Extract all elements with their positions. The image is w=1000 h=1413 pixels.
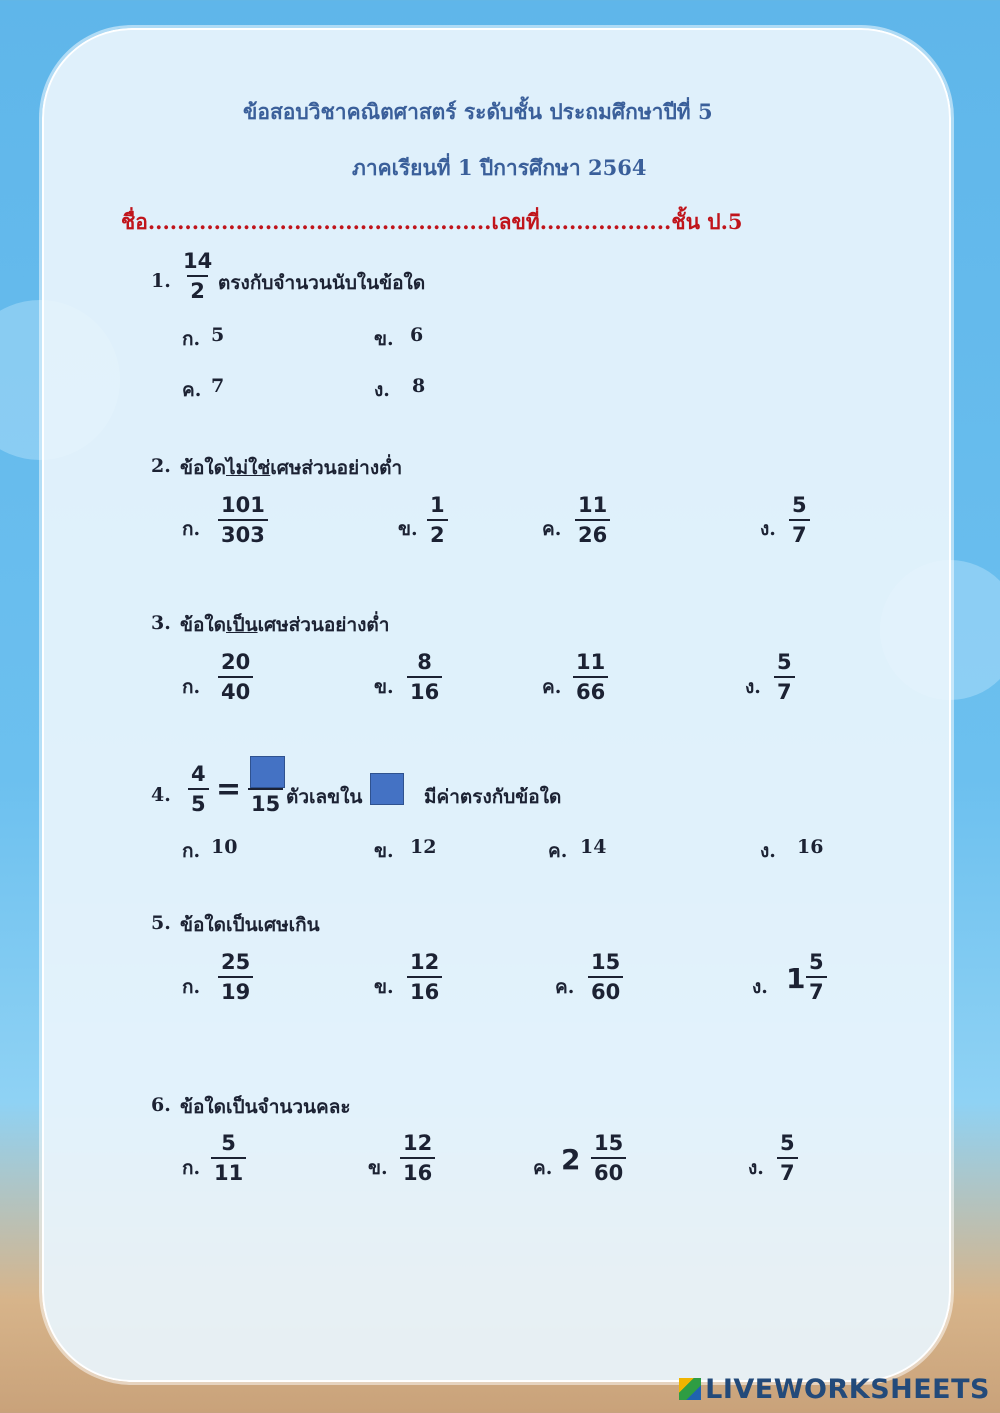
- fraction-denominator: 7: [774, 676, 795, 703]
- q1-choice-a-label[interactable]: ก.: [182, 328, 201, 350]
- fraction-denominator: 40: [218, 676, 253, 703]
- equals-sign: =: [216, 772, 242, 807]
- q5-choice-c-label[interactable]: ค.: [555, 976, 575, 998]
- fraction-numerator: 15: [591, 950, 621, 974]
- fraction-numerator: 4: [191, 762, 206, 786]
- question-4-number: 4.: [151, 784, 171, 806]
- question-4-lhs-fraction: [188, 764, 209, 815]
- fraction-denominator: 19: [218, 976, 253, 1003]
- question-5-text: ข้อใดเป็นเศษเกิน: [180, 914, 320, 936]
- q6-choice-a-fraction[interactable]: [211, 1133, 246, 1184]
- fraction-numerator: 15: [594, 1131, 624, 1155]
- q2-choice-b-label[interactable]: ข.: [398, 518, 418, 540]
- fraction-numerator: 101: [221, 493, 265, 517]
- q6-choice-c-fraction[interactable]: [591, 1133, 626, 1184]
- q6-choice-c-label[interactable]: ค.: [533, 1157, 553, 1179]
- q6-choice-d-label[interactable]: ง.: [748, 1157, 764, 1179]
- fraction-denominator: 7: [806, 976, 827, 1003]
- fraction-numerator: 12: [403, 1131, 433, 1155]
- q3-choice-c-fraction[interactable]: [573, 652, 608, 703]
- q5-choice-a-label[interactable]: ก.: [182, 976, 201, 998]
- fraction-denominator: 66: [573, 676, 608, 703]
- q2-choice-d-fraction[interactable]: [789, 495, 810, 546]
- title-line-1: ข้อสอบวิชาคณิตศาสตร์ ระดับชั้น ประถมศึกษาปีที่ 5: [243, 99, 713, 124]
- question-2-text-pre: ข้อใด: [180, 457, 227, 479]
- fraction-numerator: 1: [430, 493, 445, 517]
- q3-choice-b-fraction[interactable]: [407, 652, 442, 703]
- title-line-2: ภาคเรียนที่ 1 ปีการศึกษา 2564: [352, 155, 647, 180]
- q6-choice-d-fraction[interactable]: [777, 1133, 798, 1184]
- q6-choice-b-label[interactable]: ข.: [368, 1157, 388, 1179]
- question-6-number: 6.: [151, 1094, 171, 1116]
- question-2-text-underlined: ไม่ใช่: [226, 457, 271, 479]
- liveworksheets-logo[interactable]: [679, 1374, 990, 1405]
- fraction-denominator: 60: [588, 976, 623, 1003]
- q4-choice-c[interactable]: 14: [580, 836, 607, 858]
- fraction-numerator: 5: [777, 650, 792, 674]
- fraction-denominator: 7: [777, 1157, 798, 1184]
- question-1-number: 1.: [151, 270, 171, 292]
- q4-choice-a[interactable]: 10: [211, 836, 238, 858]
- question-2-number: 2.: [151, 455, 171, 477]
- q3-choice-c-label[interactable]: ค.: [542, 676, 562, 698]
- q4-choice-d[interactable]: 16: [797, 836, 824, 858]
- q1-choice-c-label[interactable]: ค.: [182, 379, 202, 401]
- question-2-text: [180, 453, 402, 483]
- q2-choice-c-fraction[interactable]: [575, 495, 610, 546]
- fraction-numerator: 11: [576, 650, 606, 674]
- question-5-number: 5.: [151, 912, 171, 934]
- fraction-denominator: 2: [427, 519, 448, 546]
- fraction-denominator: 60: [591, 1157, 626, 1184]
- question-6-text: ข้อใดเป็นจำนวนคละ: [180, 1096, 351, 1118]
- logo-text: LIVEWORKSHEETS: [705, 1374, 990, 1405]
- fraction-numerator: 5: [792, 493, 807, 517]
- q4-choice-b[interactable]: 12: [410, 836, 437, 858]
- q6-choice-c-whole[interactable]: 2: [561, 1143, 581, 1176]
- q3-choice-a-fraction[interactable]: [218, 652, 253, 703]
- q5-choice-d-label[interactable]: ง.: [752, 976, 768, 998]
- fraction-numerator: 25: [221, 950, 251, 974]
- q6-choice-b-fraction[interactable]: [400, 1133, 435, 1184]
- q3-choice-a-label[interactable]: ก.: [182, 676, 201, 698]
- q2-choice-c-label[interactable]: ค.: [542, 518, 562, 540]
- q5-choice-d-whole[interactable]: 1: [786, 962, 806, 995]
- q1-choice-d[interactable]: 8: [412, 375, 426, 397]
- q2-choice-a-fraction[interactable]: [218, 495, 268, 546]
- fraction-numerator: 5: [809, 950, 824, 974]
- liveworksheets-icon: [679, 1378, 701, 1400]
- q2-choice-d-label[interactable]: ง.: [760, 518, 776, 540]
- question-1-fraction: [180, 251, 215, 302]
- fraction-numerator: 11: [578, 493, 608, 517]
- q5-choice-b-fraction[interactable]: [407, 952, 442, 1003]
- q1-choice-b-label[interactable]: ข.: [374, 328, 394, 350]
- q1-choice-b[interactable]: 6: [410, 324, 424, 346]
- fraction-numerator: 8: [417, 650, 432, 674]
- fraction-numerator: 5: [780, 1131, 795, 1155]
- question-3-text-underlined: เป็น: [226, 614, 258, 636]
- answer-box-numerator[interactable]: [250, 756, 285, 788]
- fraction-numerator: 5: [221, 1131, 236, 1155]
- fraction-denominator: 11: [211, 1157, 246, 1184]
- question-3-text-post: เศษส่วนอย่างต่ำ: [257, 614, 390, 636]
- q4-choice-d-label[interactable]: ง.: [760, 840, 776, 862]
- question-4-text-1: ตัวเลขใน: [286, 786, 363, 808]
- fraction-numerator: 14: [183, 249, 213, 273]
- question-3-text: [180, 610, 389, 640]
- fraction-denominator: 15: [248, 788, 283, 815]
- q5-choice-d-fraction[interactable]: [806, 952, 827, 1003]
- name-number-class-line: ชื่อ...............................................เลขที่..................ชั้น ป.5: [121, 209, 743, 234]
- q3-choice-d-fraction[interactable]: [774, 652, 795, 703]
- fraction-denominator: 2: [187, 275, 208, 302]
- question-1-text: ตรงกับจำนวนนับในข้อใด: [218, 272, 426, 294]
- q2-choice-a-label[interactable]: ก.: [182, 518, 201, 540]
- q4-choice-c-label[interactable]: ค.: [548, 840, 568, 862]
- fraction-denominator: 16: [400, 1157, 435, 1184]
- question-2-text-post: เศษส่วนอย่างต่ำ: [270, 457, 403, 479]
- fraction-numerator: 12: [410, 950, 440, 974]
- q3-choice-d-label[interactable]: ง.: [745, 676, 761, 698]
- q2-choice-b-fraction[interactable]: [427, 495, 448, 546]
- q1-choice-a[interactable]: 5: [211, 324, 225, 346]
- q5-choice-c-fraction[interactable]: [588, 952, 623, 1003]
- fraction-numerator: 20: [221, 650, 251, 674]
- fraction-denominator: 16: [407, 676, 442, 703]
- q1-choice-c[interactable]: 7: [211, 375, 225, 397]
- q4-choice-a-label[interactable]: ก.: [182, 840, 201, 862]
- q5-choice-b-label[interactable]: ข.: [374, 976, 394, 998]
- fraction-denominator: 16: [407, 976, 442, 1003]
- question-4-text-2: มีค่าตรงกับข้อใด: [424, 786, 562, 808]
- q1-choice-d-label[interactable]: ง.: [374, 379, 390, 401]
- question-4-rhs-fraction: [248, 788, 283, 815]
- q5-choice-a-fraction[interactable]: [218, 952, 253, 1003]
- question-3-number: 3.: [151, 612, 171, 634]
- q4-choice-b-label[interactable]: ข.: [374, 840, 394, 862]
- q3-choice-b-label[interactable]: ข.: [374, 676, 394, 698]
- fraction-denominator: 303: [218, 519, 268, 546]
- answer-box-inline: [370, 773, 404, 805]
- fraction-denominator: 7: [789, 519, 810, 546]
- q6-choice-a-label[interactable]: ก.: [182, 1157, 201, 1179]
- fraction-denominator: 5: [188, 788, 209, 815]
- question-3-text-pre: ข้อใด: [180, 614, 227, 636]
- fraction-denominator: 26: [575, 519, 610, 546]
